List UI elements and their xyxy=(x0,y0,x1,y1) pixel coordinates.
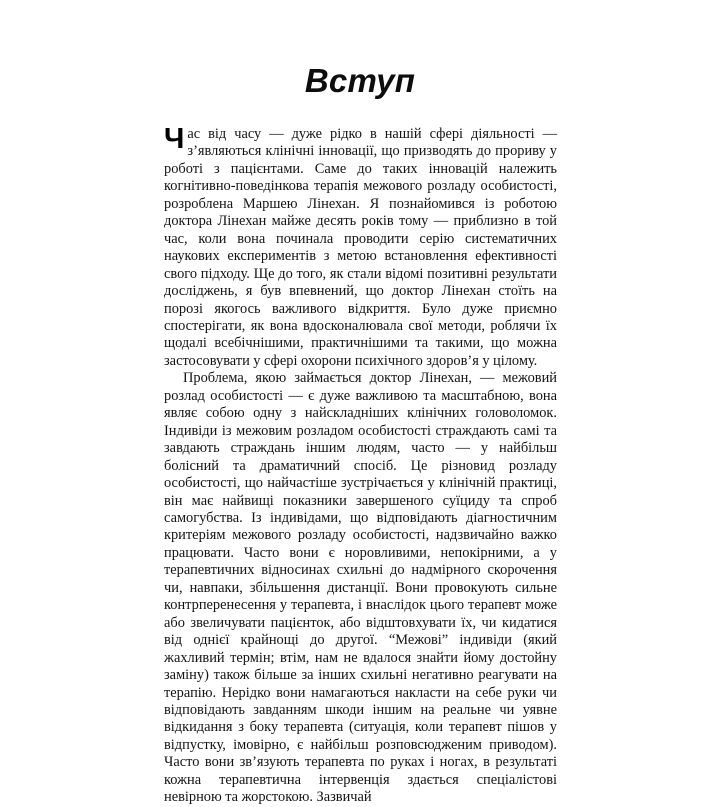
paragraph-1-text: ас від часу — дуже рідко в нашій сфері діяльності — з’являються клінічні інновації, що призводять до прориву у роботі з пацієнтами. Саме до таких інновацій належить когнітивно-поведінкова терапія межового розладу особистості, розроблена Маршею Лінехан. Я познайомився із роботою доктора Лінехан майже десять років тому — приблизно в той час, коли вона починала проводити серію систематичних наукових експериментів з метою встановлення ефективності свого підходу. Ще до того, як стали відомі позитивні результати досліджень, я був впевнений, що доктор Лінехан стоїть на порозі якогось важливого відкриття. Було дуже приємно спостерігати, як вона вдосконалювала свої методи, роблячи їх щодалі всебічнішими, практичнішими та такими, що можна застосовувати у сфері охорони психічного здоров’я у цілому. xyxy=(164,126,557,369)
page-title: Вступ xyxy=(304,62,416,100)
paragraph-2 xyxy=(164,370,557,806)
paragraph-2-text: Проблема, якою займається доктор Лінехан, — межовий розлад особистості — є дуже важливою та масштабною, вона являє собою одну з найскладніших клінічних головоломок. Індивіди із межовим розладом особистості страждають самі та завдають страждань іншим людям, часто — у найбільш болісний та драматичний спосіб. Це різновид розладу особистості, що найчастіше зустрічається у клінічній практиці, він має найвищі показники завершеного суїциду та спроб самогубства. Із індивідами, що відповідають діагностичним критеріям межового розладу особистості, надзвичайно важко працювати. Часто вони є норовливими, непокірними, а у терапевтичних відносинах схильні до надмірного скорочення чи, навпаки, збільшення дистанції. Вони провокують сильне контрперенесення у терапевта, і внаслідок цього терапевт може або звеличувати пацієнток, або відштовхувати їх, чи кидатися від однієї крайнощі до другої. “Межові” індивіди (який жахливий термін; втім, нам не вдалося знайти йому достойну заміну) також більше за інших схильні негативно реагувати на терапію. Нерідко вони намагаються накласти на себе руки чи відповідають завданням шкоди іншим на реальне чи уявне відкидання з боку терапевта (ситуація, коли терапевт пішов у відпустку, імовірно, є найбільш розповсюдженим приводом). Часто вони зв’язують терапевта по руках і ногах, в результаті кожна терапевтична інтервенція здається спеціалістові невірною та жорстокою. Зазвичай xyxy=(164,370,557,806)
drop-cap-letter: Ч xyxy=(164,123,185,155)
body-text-column xyxy=(164,123,557,807)
paragraph-1 xyxy=(164,123,557,370)
